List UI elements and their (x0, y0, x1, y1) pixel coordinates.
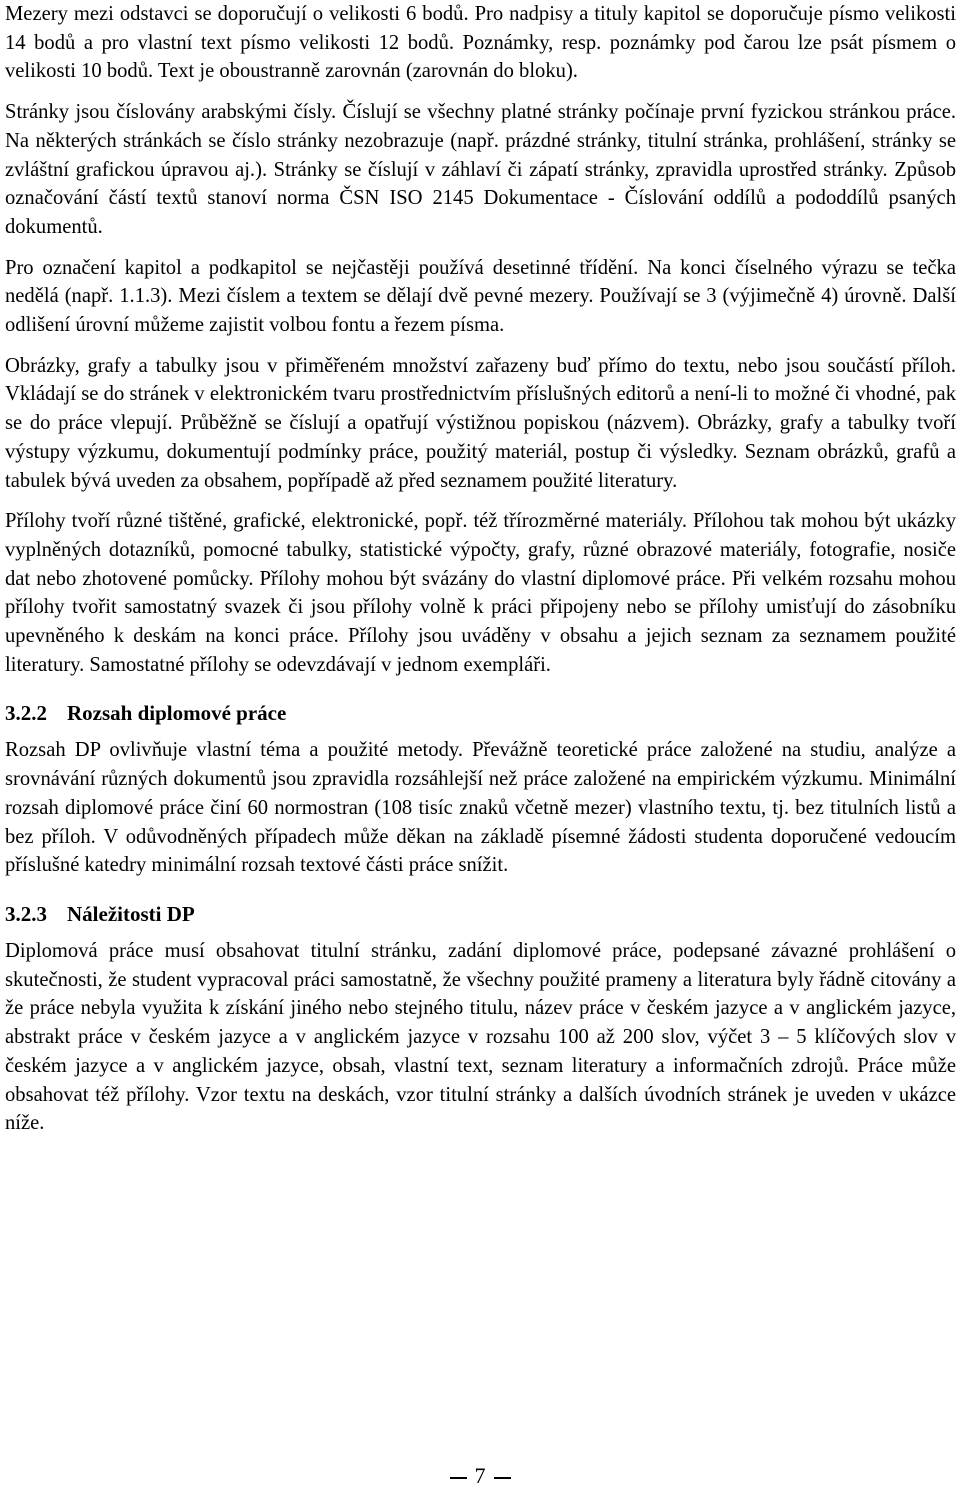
paragraph-appendices: Přílohy tvoří různé tištěné, grafické, elektronické, popř. též třírozměrné materiály. Přílohou tak mohou být ukázky vyplněných dotazníků, pomocné tabulky, statistické výpočty, grafy, různé obrazové materiály, fotografie, nosiče dat nebo zhotovené pomůcky. Přílohy mohou být svázány do vlastní diplomové práce. Při velkém rozsahu mohou přílohy tvořit samostatný svazek či jsou přílohy volně k práci připojeny nebo se přílohy umisťují do zásobníku upevněného k deskám na konci práce. Přílohy jsou uváděny v obsahu a jejich seznam za seznamem použité literatury. Samostatné přílohy se odevzdávají v jednom exempláři. (5, 510, 956, 676)
section-title: Rozsah diplomové práce (67, 701, 287, 726)
footer-dash-left (450, 1477, 467, 1479)
footer-dash-right (494, 1477, 511, 1479)
section-number: 3.2.3 (5, 901, 47, 926)
paragraph-page-numbering: Stránky jsou číslovány arabskými čísly. Číslují se všechny platné stránky počínaje první fyzickou stránkou práce. Na některých stránkách se číslo stránky nezobrazuje (např. prázdné stránky, titulní stránka, prohlášení, stránky se zvláštní grafickou úpravou aj.). Stránky se číslují v záhlaví či zápatí stránky, zpravidla uprostřed stránky. Způsob označování částí textů stanoví norma ČSN ISO 2145 Dokumentace - Číslování oddílů a pododdílů psaných dokumentů. (5, 101, 956, 238)
section-title: Náležitosti DP (67, 901, 195, 926)
page-footer (0, 1462, 960, 1490)
section-heading-322 (5, 699, 956, 727)
paragraph-spacing: Mezery mezi odstavci se doporučují o velikosti 6 bodů. Pro nadpisy a tituly kapitol se doporučuje písmo velikosti 14 bodů a pro vlastní text písmo velikosti 12 bodů. Poznámky, resp. poznámky pod čarou lze psát písmem o velikosti 10 bodů. Text je oboustranně zarovnán (zarovnán do bloku). (5, 3, 956, 83)
document-page (5, 0, 956, 1138)
paragraph-chapter-numbering: Pro označení kapitol a podkapitol se nejčastěji používá desetinné třídění. Na konci číselného výrazu se tečka nedělá (např. 1.1.3). Mezi číslem a textem se dělají dvě pevné mezery. Používají se 3 (výjimečně 4) úrovně. Další odlišení úrovní můžeme zajistit volbou fontu a řezem písma. (5, 256, 956, 337)
paragraph-figures: Obrázky, grafy a tabulky jsou v přiměřeném množství zařazeny buď přímo do textu, nebo jsou součástí příloh. Vkládají se do stránek v elektronickém tvaru prostřednictvím příslušných editorů a není-li to možné či vhodné, pak se do práce vlepují. Průběžně se číslují a opatřují výstižnou popiskou (názvem). Obrázky, grafy a tabulky tvoří výstupy výzkumu, dokumentují podmínky práce, použitý materiál, postup či výsledky. Seznam obrázků, grafů a tabulek bývá uveden za obsahem, popřípadě až před seznamem použité literatury. (5, 354, 956, 492)
page-number: 7 (474, 1463, 486, 1488)
section-heading-323 (5, 900, 956, 928)
paragraph-thesis-scope: Rozsah DP ovlivňuje vlastní téma a použité metody. Převážně teoretické práce založené na studiu, analýze a srovnávání různých dokumentů jsou zpravidla rozsáhlejší než práce založené na empirickém výzkumu. Minimální rozsah diplomové práce činí 60 normostran (108 tisíc znaků včetně mezer) vlastního textu, tj. bez titulních listů a bez příloh. V odůvodněných případech může děkan na základě písemné žádosti studenta doporučené vedoucím příslušné katedry minimální rozsah textové části práce snížit. (5, 739, 956, 877)
section-number: 3.2.2 (5, 701, 47, 726)
paragraph-thesis-requirements: Diplomová práce musí obsahovat titulní stránku, zadání diplomové práce, podepsané závazné prohlášení o skutečnosti, že student vypracoval práci samostatně, že všechny použité prameny a literatura byly řádně citovány a že práce nebyla využita k získání jiného nebo stejného titulu, název práce v českém jazyce a v anglickém jazyce, abstrakt práce v českém jazyce a v anglickém jazyce v rozsahu 100 až 200 slov, výčet 3 – 5 klíčových slov v českém jazyce a v anglickém jazyce, obsah, vlastní text, seznam literatury a informačních zdrojů. Práce může obsahovat též přílohy. Vzor textu na deskách, vzor titulní stránky a dalších úvodních stránek je uveden v ukázce níže. (5, 939, 956, 1135)
